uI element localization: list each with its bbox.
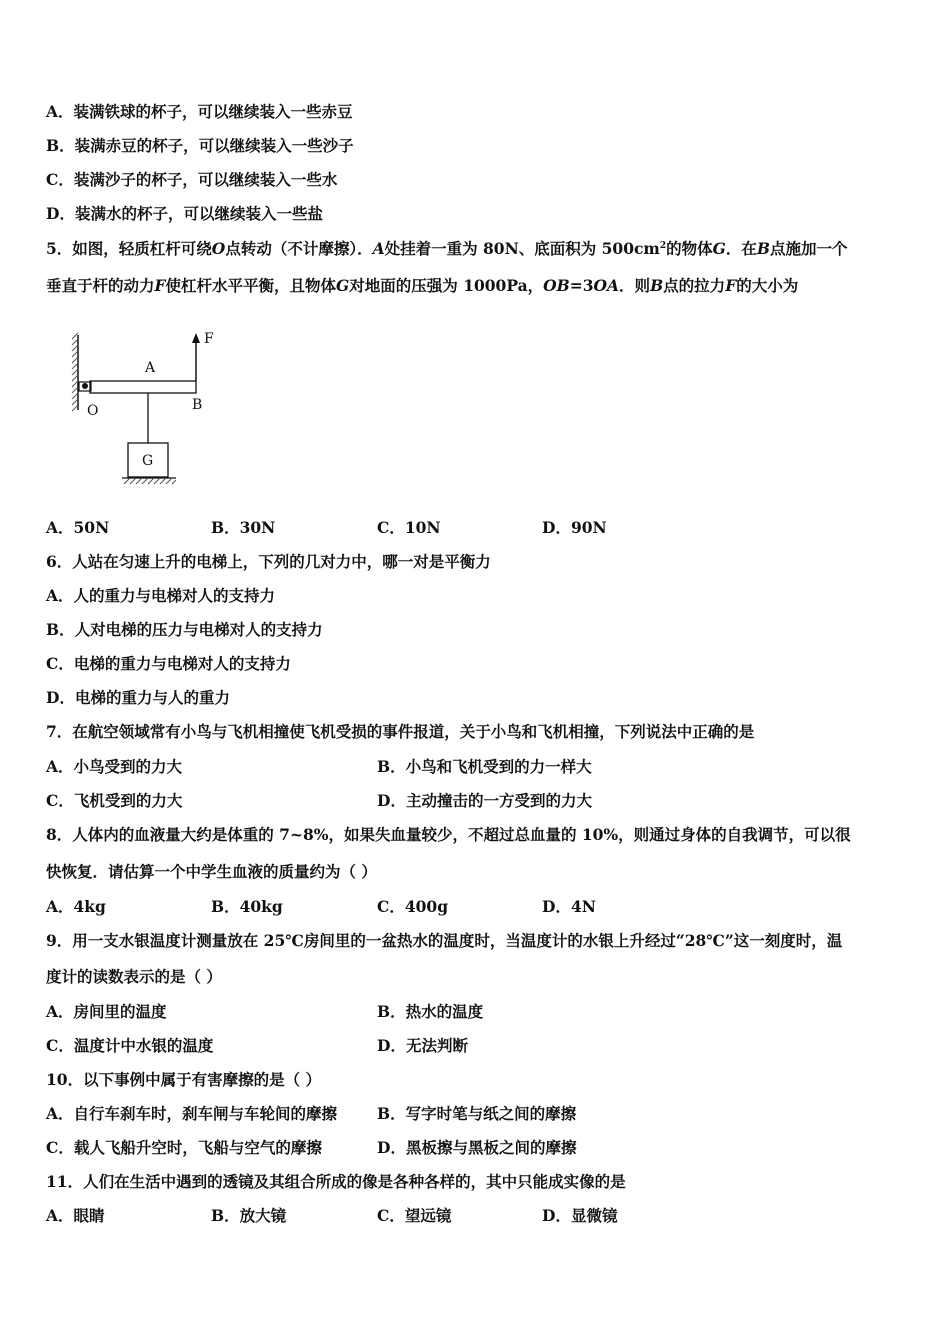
q8-stem-line2: 快恢复．请估算一个中学生血液的质量约为（ ） bbox=[46, 862, 377, 881]
label-o: O bbox=[87, 403, 99, 419]
pivot-pin bbox=[82, 383, 88, 389]
q8-option-d: D．4N bbox=[542, 897, 596, 916]
q4-option-c: C．装满沙子的杯子，可以继续装入一些水 bbox=[46, 170, 338, 189]
q8-stem-line1: 8．人体内的血液量大约是体重的 7~8%，如果失血量较少，不超过总血量的 10%，则通过身体的自我调节，可以很 bbox=[46, 825, 851, 844]
lever-diagram bbox=[60, 325, 230, 495]
q5-option-c: C．10N bbox=[377, 518, 441, 537]
q11-option-d: D．显微镜 bbox=[542, 1206, 618, 1225]
q9-option-a: A．房间里的温度 bbox=[46, 1002, 167, 1021]
q4-option-b: B．装满赤豆的杯子，可以继续装入一些沙子 bbox=[46, 136, 354, 155]
q10-option-b: B．写字时笔与纸之间的摩擦 bbox=[377, 1104, 577, 1123]
force-arrowhead bbox=[192, 333, 200, 343]
q6-option-a: A．人的重力与电梯对人的支持力 bbox=[46, 586, 276, 605]
q10-option-d: D．黑板擦与黑板之间的摩擦 bbox=[377, 1138, 577, 1157]
label-b: B bbox=[192, 397, 203, 413]
q9-option-d: D．无法判断 bbox=[377, 1036, 468, 1055]
q5-option-d: D．90N bbox=[542, 518, 607, 537]
q5-option-a: A．50N bbox=[46, 518, 110, 537]
q8-option-c: C．400g bbox=[377, 897, 449, 916]
q7-option-c: C．飞机受到的力大 bbox=[46, 791, 183, 810]
q5-stem-line2: 垂直于杆的动力F使杠杆水平平衡，且物体G对地面的压强为 1000Pa，OB=3OA．则B点的拉力F的大小为 bbox=[46, 276, 799, 295]
label-g: G bbox=[142, 453, 154, 469]
lever-bar bbox=[90, 381, 196, 393]
q4-option-a: A．装满铁球的杯子，可以继续装入一些赤豆 bbox=[46, 102, 353, 121]
q10-option-a: A．自行车刹车时，刹车闸与车轮间的摩擦 bbox=[46, 1104, 338, 1123]
q6-option-d: D．电梯的重力与人的重力 bbox=[46, 688, 230, 707]
q4-option-d: D．装满水的杯子，可以继续装入一些盐 bbox=[46, 204, 323, 223]
q7-option-d: D．主动撞击的一方受到的力大 bbox=[377, 791, 592, 810]
q5-option-b: B．30N bbox=[211, 518, 276, 537]
q9-stem-line2: 度计的读数表示的是（ ） bbox=[46, 967, 222, 986]
q11-option-b: B．放大镜 bbox=[211, 1206, 287, 1225]
q6-option-c: C．电梯的重力与电梯对人的支持力 bbox=[46, 654, 291, 673]
label-f: F bbox=[204, 331, 214, 347]
q8-option-b: B．40kg bbox=[211, 897, 283, 916]
q7-option-b: B．小鸟和飞机受到的力一样大 bbox=[377, 757, 592, 776]
q6-option-b: B．人对电梯的压力与电梯对人的支持力 bbox=[46, 620, 323, 639]
q11-option-c: C．望远镜 bbox=[377, 1206, 452, 1225]
q5-stem-line1: 5．如图，轻质杠杆可绕O点转动（不计摩擦）．A处挂着一重为 80N、底面积为 $500cm^2$的物体G．在B点施加一个 bbox=[46, 239, 848, 258]
wall-hatching bbox=[72, 333, 78, 411]
q7-stem: 7．在航空领域常有小鸟与飞机相撞使飞机受损的事件报道，关于小鸟和飞机相撞，下列说法中正确的是 bbox=[46, 722, 755, 741]
q7-option-a: A．小鸟受到的力大 bbox=[46, 757, 183, 776]
q10-option-c: C．载人飞船升空时，飞船与空气的摩擦 bbox=[46, 1138, 322, 1157]
q11-option-a: A．眼睛 bbox=[46, 1206, 105, 1225]
q9-stem-line1: 9．用一支水银温度计测量放在 25℃房间里的一盆热水的温度时，当温度计的水银上升经过“28℃”这一刻度时，温 bbox=[46, 931, 843, 950]
ground-hatching bbox=[124, 478, 176, 484]
q8-option-a: A．4kg bbox=[46, 897, 106, 916]
q11-stem: 11．人们在生活中遇到的透镜及其组合所成的像是各种各样的，其中只能成实像的是 bbox=[46, 1172, 626, 1191]
q10-stem: 10．以下事例中属于有害摩擦的是（ ） bbox=[46, 1070, 321, 1089]
q6-stem: 6．人站在匀速上升的电梯上，下列的几对力中，哪一对是平衡力 bbox=[46, 552, 491, 571]
q9-option-b: B．热水的温度 bbox=[377, 1002, 484, 1021]
label-a: A bbox=[145, 360, 156, 376]
q9-option-c: C．温度计中水银的温度 bbox=[46, 1036, 214, 1055]
